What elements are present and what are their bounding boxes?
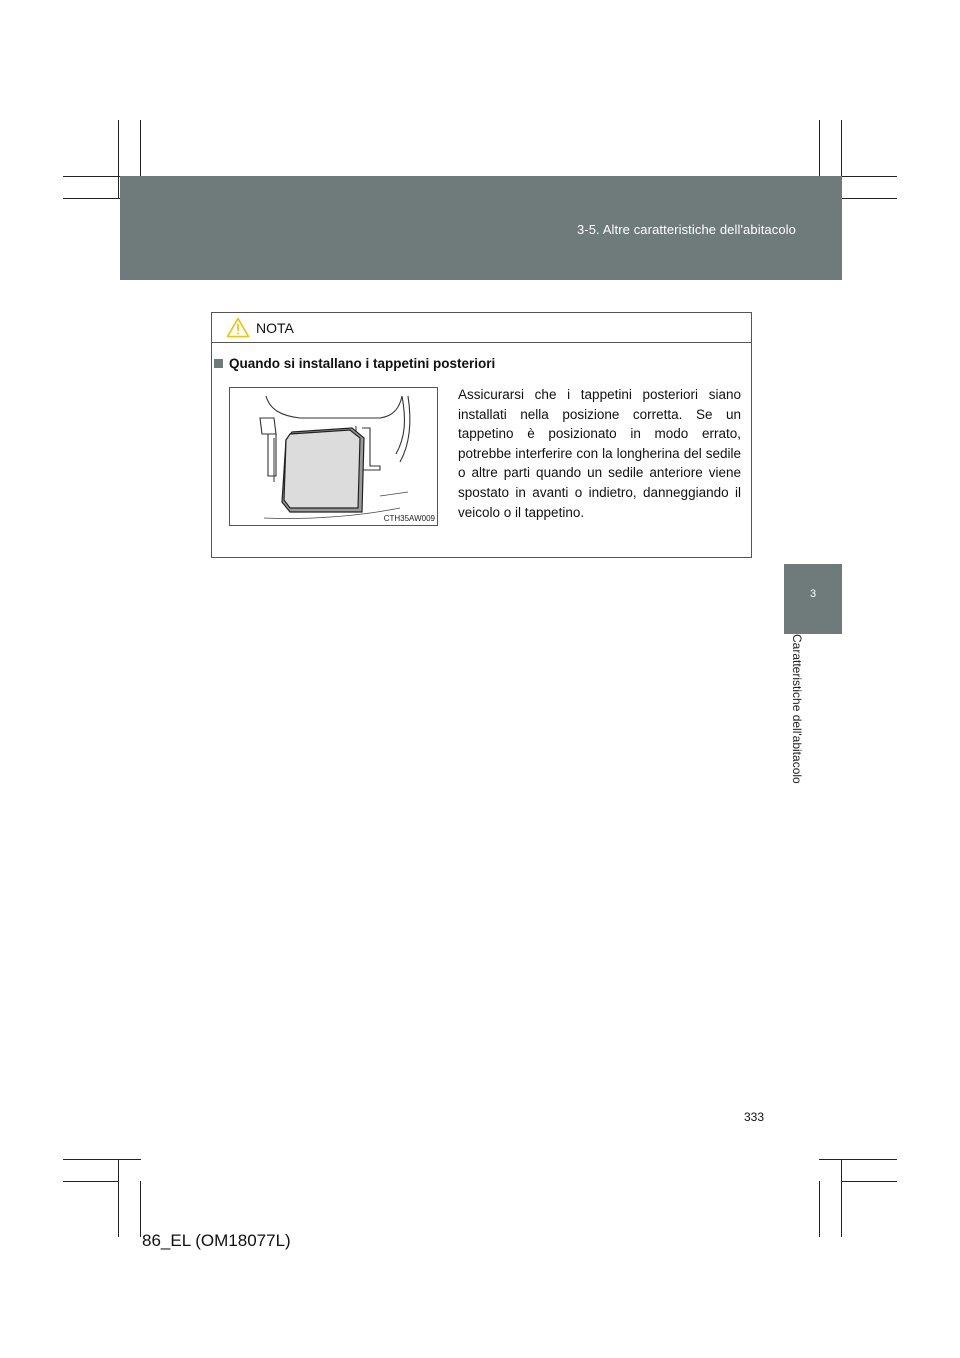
chapter-tab <box>784 564 842 634</box>
crop-mark <box>63 1181 118 1182</box>
crop-mark <box>842 1181 897 1182</box>
note-box <box>211 312 752 558</box>
crop-mark <box>63 176 120 177</box>
crop-mark <box>819 120 820 176</box>
note-subheading-text: Quando si installano i tappetini posteriori <box>229 356 496 371</box>
note-header <box>212 313 751 343</box>
note-subheading <box>214 356 495 371</box>
document-id: 86_EL (OM18077L) <box>142 1231 291 1250</box>
section-header <box>120 176 842 280</box>
floor-mat-drawing <box>230 388 437 525</box>
crop-mark <box>63 1159 141 1160</box>
page-number: 333 <box>744 1110 765 1124</box>
crop-mark <box>118 1159 119 1237</box>
square-bullet-icon <box>214 359 223 368</box>
crop-mark <box>842 176 897 177</box>
chapter-number: 3 <box>809 588 817 600</box>
crop-mark <box>842 198 897 199</box>
crop-mark <box>819 1181 820 1237</box>
warning-triangle-icon <box>226 317 250 338</box>
note-label: NOTA <box>256 320 294 336</box>
crop-mark <box>140 1181 141 1237</box>
note-body: Assicurarsi che i tappetini posteriori siano installati nella posizione corretta. Se un tappetino è posizionato in modo errato, potrebbe interferire con la longherina del sedile o altre parti quando un sedile anteriore viene spostato in avanti o indietro, danneggiando il veicolo o il tappetino. <box>458 387 741 520</box>
crop-mark <box>118 120 119 198</box>
crop-mark <box>63 198 120 199</box>
crop-mark <box>841 1159 842 1237</box>
floor-mat-illustration <box>229 387 438 526</box>
chapter-title: Caratteristiche dell'abitacolo <box>790 634 804 784</box>
crop-mark <box>819 1159 897 1160</box>
figure-code: CTH35AW009 <box>383 514 435 523</box>
crop-mark <box>140 120 141 176</box>
section-title: 3-5. Altre caratteristiche dell'abitacolo <box>576 222 796 237</box>
